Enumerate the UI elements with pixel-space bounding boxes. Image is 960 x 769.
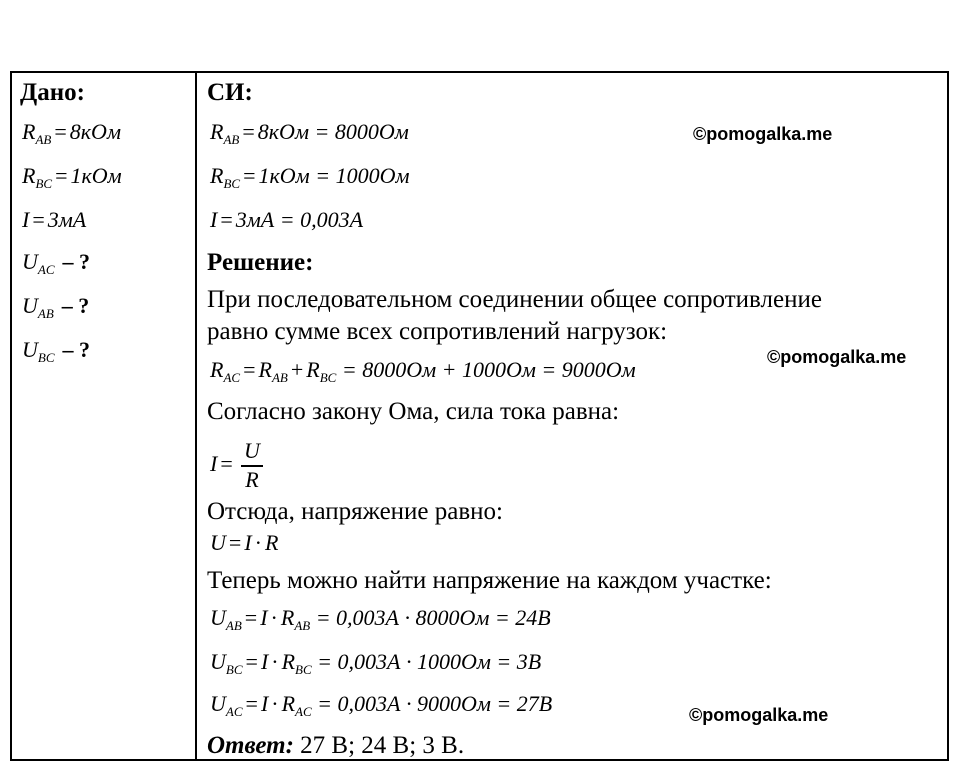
solution-paragraph-4: Теперь можно найти напряжение на каждом участке: [207, 567, 772, 594]
given-rab: $R_{AB} = 8кОм$ [22, 119, 121, 147]
solution-header: Решение: [207, 249, 314, 276]
fraction-numerator: U [244, 438, 260, 463]
answer-line [207, 731, 464, 761]
column-divider [195, 71, 197, 761]
watermark: ©pomogalka.me [689, 705, 829, 725]
answer-label: Ответ: [207, 732, 294, 759]
solution-paragraph-3: Отсюда, напряжение равно: [207, 498, 503, 525]
watermark: ©pomogalka.me [767, 347, 907, 367]
unknown-uab: $U_{AB}$ – ? [22, 293, 90, 321]
watermark: ©pomogalka.me [693, 124, 833, 144]
ohm-law-i: I = [210, 451, 233, 476]
uac-calculation: $U_{AC} = I \cdot R_{AC} = 0,003А \cdot 9000Ом = 27В$ [210, 691, 553, 719]
fraction-denominator: R [245, 467, 259, 492]
given-i: I = 3мА [22, 207, 87, 232]
si-rbc: $R_{BC} = 1кОм = 1000Ом$ [210, 163, 410, 191]
ohm-law-fraction [241, 438, 265, 494]
ubc-calculation: $U_{BC} = I \cdot R_{BC} = 0,003А \cdot 1000Ом = 3В$ [210, 649, 542, 677]
rac-formula: $R_{AC} = R_{AB} + R_{BC} = 8000Ом + 1000Ом = 9000Ом$ [210, 357, 636, 385]
answer-text: 27 В; 24 В; 3 В. [300, 732, 465, 759]
solution-paragraph-1a: При последовательном соединении общее сопротивление [207, 286, 822, 313]
voltage-formula: U = I · R [210, 530, 279, 555]
solution-paragraph-1b: равно сумме всех сопротивлений нагрузок: [207, 318, 668, 345]
unknown-ubc: $U_{BC}$ – ? [22, 337, 91, 365]
given-rbc: $R_{BC} = 1кОм$ [22, 163, 122, 191]
si-rab: $R_{AB} = 8кОм = 8000Ом$ [210, 119, 409, 147]
given-header: Дано: [20, 79, 85, 106]
si-header: СИ: [207, 79, 253, 106]
unknown-uac: $U_{AC}$ – ? [22, 249, 91, 277]
si-i: I = 3мА = 0,003А [210, 207, 364, 232]
solution-paragraph-2: Согласно закону Ома, сила тока равна: [207, 398, 620, 425]
uab-calculation: $U_{AB} = I \cdot R_{AB} = 0,003А \cdot 8000Ом = 24В$ [210, 605, 551, 633]
